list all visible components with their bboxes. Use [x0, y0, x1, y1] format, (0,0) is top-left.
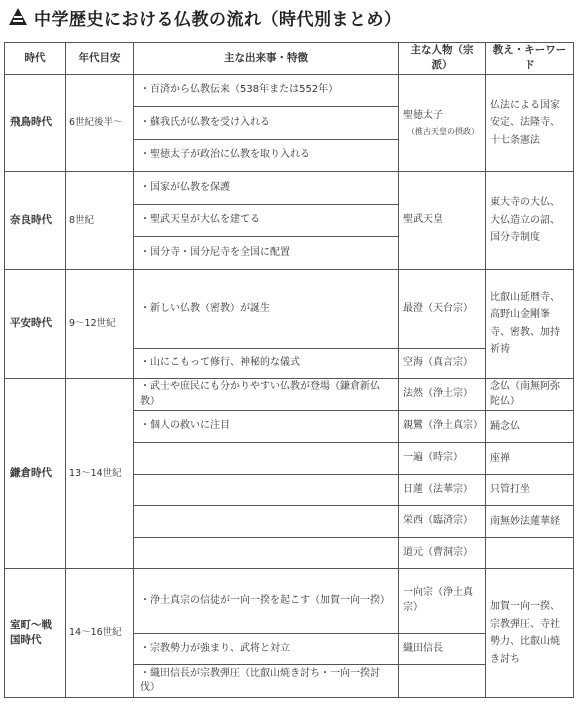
event-cell-empty: [134, 537, 399, 568]
person-cell: 最澄（天台宗）: [399, 269, 486, 348]
era-muromachi: 室町〜戦国時代: [5, 569, 66, 698]
person-cell: 織田信長: [399, 633, 486, 664]
event-cell: ・国分寺・国分尼寺を全国に配置: [134, 237, 399, 269]
period-kamakura: 13〜14世紀: [66, 379, 134, 569]
event-cell: ・武士や庶民にも分かりやすい仏教が登場（鎌倉新仏教）: [134, 379, 399, 410]
person-cell-empty: [399, 665, 486, 698]
people-asuka: [399, 74, 486, 171]
table-row: [5, 379, 574, 410]
period-muromachi: 14〜16世紀: [66, 569, 134, 698]
event-cell: ・聖武天皇が大仏を建てる: [134, 204, 399, 236]
era-nara: 奈良時代: [5, 172, 66, 269]
header-period: 年代目安: [66, 43, 134, 75]
event-cell: ・蘇我氏が仏教を受け入れる: [134, 107, 399, 139]
event-cell-empty: [134, 474, 399, 505]
keyword-cell: 只管打坐: [486, 474, 574, 505]
people-nara: 聖武天皇: [399, 172, 486, 269]
event-cell-empty: [134, 443, 399, 474]
period-asuka: 6世紀後半〜: [66, 74, 134, 171]
event-cell-empty: [134, 506, 399, 537]
header-people: 主な人物（宗派）: [399, 43, 486, 75]
person-cell: 親鸞（浄土真宗）: [399, 410, 486, 442]
event-cell: ・個人の救いに注目: [134, 410, 399, 442]
event-cell: ・浄土真宗の信徒が一向一揆を起こす（加賀一向一揆）: [134, 569, 399, 634]
buddhism-history-table: [4, 42, 574, 698]
page-title-text: 中学歴史における仏教の流れ（時代別まとめ）: [34, 9, 402, 30]
keyword-cell-empty: [486, 537, 574, 568]
table-row: [5, 74, 574, 106]
keywords-asuka: 仏法による国家安定、法隆寺、十七条憲法: [486, 74, 574, 171]
keyword-cell: 南無妙法蓮華経: [486, 506, 574, 537]
keywords-heian: 比叡山延暦寺、高野山金剛峯寺、密教、加持祈祷: [486, 269, 574, 379]
person-cell: 日蓮（法華宗）: [399, 474, 486, 505]
page-title: [8, 4, 402, 30]
person-name: 聖徳太子: [403, 110, 443, 122]
person-cell: 一向宗（浄土真宗）: [399, 569, 486, 634]
header-keywords: 教え・キーワード: [486, 43, 574, 75]
keywords-nara: 東大寺の大仏、大仏造立の詔、国分寺制度: [486, 172, 574, 269]
era-asuka: 飛鳥時代: [5, 74, 66, 171]
temple-icon: [8, 7, 28, 27]
person-cell: 道元（曹洞宗）: [399, 537, 486, 568]
event-cell: ・山にこもって修行、神秘的な儀式: [134, 348, 399, 378]
table-header-row: [5, 43, 574, 75]
person-cell: 空海（真言宗）: [399, 348, 486, 378]
event-cell: ・新しい仏教（密教）が誕生: [134, 269, 399, 348]
header-events: 主な出来事・特徴: [134, 43, 399, 75]
table-row: [5, 269, 574, 348]
table-row: [5, 172, 574, 204]
keywords-muromachi: 加賀一向一揆、宗教弾圧、寺社勢力、比叡山焼き討ち: [486, 569, 574, 698]
header-era: 時代: [5, 43, 66, 75]
keyword-cell: 踊念仏: [486, 410, 574, 442]
person-cell: 栄西（臨済宗）: [399, 506, 486, 537]
event-cell: ・百済から仏教伝来（538年または552年）: [134, 74, 399, 106]
keyword-cell: 念仏（南無阿弥陀仏）: [486, 379, 574, 410]
period-heian: 9〜12世紀: [66, 269, 134, 379]
event-cell: ・国家が仏教を保護: [134, 172, 399, 204]
event-cell: ・聖徳太子が政治に仏教を取り入れる: [134, 139, 399, 171]
person-note: （推古天皇の摂政）: [407, 126, 479, 136]
keyword-cell: 座禅: [486, 443, 574, 474]
era-kamakura: 鎌倉時代: [5, 379, 66, 569]
event-cell: ・織田信長が宗教弾圧（比叡山焼き討ち・一向一揆討伐）: [134, 665, 399, 698]
era-heian: 平安時代: [5, 269, 66, 379]
period-nara: 8世紀: [66, 172, 134, 269]
person-cell: 法然（浄土宗）: [399, 379, 486, 410]
event-cell: ・宗教勢力が強まり、武将と対立: [134, 633, 399, 664]
person-cell: 一遍（時宗）: [399, 443, 486, 474]
table-row: [5, 569, 574, 634]
